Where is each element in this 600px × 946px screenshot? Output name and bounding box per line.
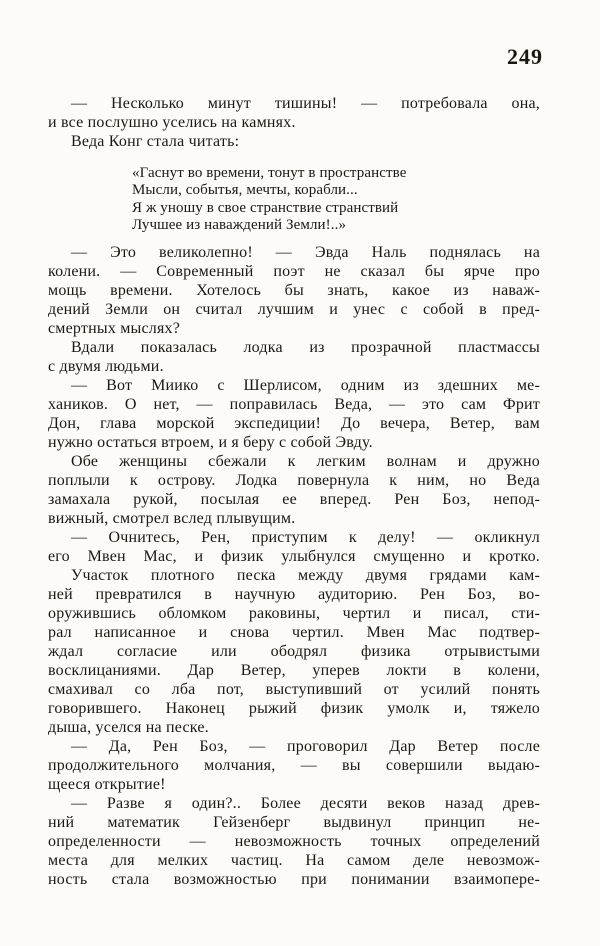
text-line: щееся открытие! xyxy=(48,776,166,794)
text-line: ней превратился в научную аудиторию. Рен Боз, во- xyxy=(48,586,540,604)
text-line: определенности — невозможность точных определений xyxy=(48,833,540,851)
paragraph xyxy=(48,528,540,566)
text-line: колени. — Современный поэт не сказал бы ярче про xyxy=(48,263,540,281)
text-line: дений Земли он считал лучшим и унес с собой в пред- xyxy=(48,301,540,319)
text-line: — Очнитесь, Рен, приступим к делу! — окликнул xyxy=(71,529,540,547)
text-line: смертных мыслях? xyxy=(48,320,181,338)
paragraph xyxy=(48,132,540,151)
text-line: — Вот Миико с Шерлисом, одним из здешних ме- xyxy=(71,377,540,395)
text-line: Мысли, событья, мечты, корабли... xyxy=(132,182,358,199)
paragraph xyxy=(48,376,540,452)
text-line: — Это великолепно! — Эвда Наль поднялась на xyxy=(71,244,540,262)
text-line: ний математик Гейзенберг выдвинул принцип не- xyxy=(48,814,540,832)
text-line: с двумя людьми. xyxy=(48,358,164,376)
text-line: продолжительного молчания, — вы совершили выдаю- xyxy=(48,757,540,775)
paragraph xyxy=(48,338,540,376)
verse-block xyxy=(132,165,540,234)
text-line: Веда Конг стала читать: xyxy=(71,133,240,150)
text-line: замахала рукой, посылая ее вперед. Рен Боз, непод- xyxy=(48,491,540,509)
text-line: дыша, уселся на песке. xyxy=(48,719,209,737)
text-line: рал написанное и снова чертил. Мвен Мас подтвер- xyxy=(48,624,540,642)
text-line: Дон, глава морской экспедиции! До вечера, Ветер, вам xyxy=(48,415,540,433)
text-line: Лучшее из наваждений Земли!..» xyxy=(132,216,347,233)
text-line: нужно остаться втроем, и я беру с собой Эвду. xyxy=(48,434,373,452)
text-line: восклицаниями. Дар Ветер, уперев локти в колени, xyxy=(48,662,540,680)
text-line: — Да, Рен Боз, — проговорил Дар Ветер после xyxy=(71,738,540,756)
text-block xyxy=(48,94,540,889)
text-line: оружившись обломком раковины, чертил и писал, сти- xyxy=(48,605,540,623)
text-line: Я ж уношу в свое странствие странствий xyxy=(132,199,399,216)
text-line: — Несколько минут тишины! — потребовала она, xyxy=(71,95,540,112)
text-line: Обе женщины сбежали к легким волнам и дружно xyxy=(71,453,540,471)
text-line: поплыли к острову. Лодка повернула к ним, но Веда xyxy=(48,472,540,490)
paragraph xyxy=(48,737,540,794)
text-line: Вдали показалась лодка из прозрачной пластмассы xyxy=(71,339,540,357)
text-line: ждал согласие или ободрял физика отрывистыми xyxy=(48,643,540,661)
paragraph xyxy=(48,566,540,737)
text-line: вижный, смотрел вслед плывущим. xyxy=(48,510,296,528)
text-line: говорившего. Наконец рыжий физик умолк и, тяжело xyxy=(48,700,540,718)
paragraph xyxy=(48,94,540,132)
text-line: места для мелких частиц. На самом деле невозмож- xyxy=(48,852,540,870)
text-line: Участок плотного песка между двумя грядами кам- xyxy=(71,567,540,585)
paragraph xyxy=(48,794,540,889)
text-line: ность стала возможностью при понимании взаимопере- xyxy=(48,871,540,889)
text-line: хаников. О нет, — поправилась Веда, — это сам Фрит xyxy=(48,396,540,414)
text-line: «Гаснут во времени, тонут в пространстве xyxy=(132,165,407,181)
page-number: 249 xyxy=(507,44,543,69)
text-line: его Мвен Мас, и физик улыбнулся смущенно и кротко. xyxy=(48,548,540,566)
paragraph xyxy=(48,452,540,528)
text-line: мощь времени. Хотелось бы знать, какое из наваж- xyxy=(48,282,540,300)
paragraph xyxy=(48,243,540,338)
text-line: смахивал со лба пот, выступивший от усилий понять xyxy=(48,681,540,699)
text-line: — Разве я один?.. Более десяти веков назад древ- xyxy=(71,795,540,813)
text-line: и все послушно уселись на камнях. xyxy=(48,114,296,131)
